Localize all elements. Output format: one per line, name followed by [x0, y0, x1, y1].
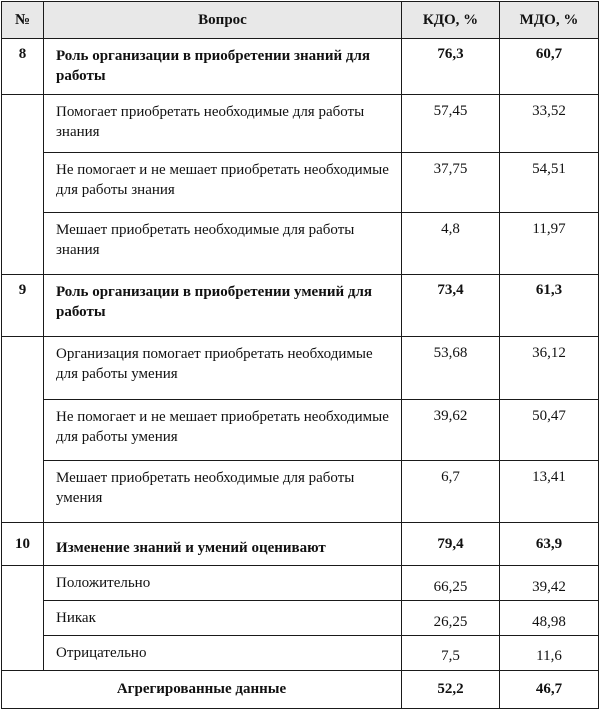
answer-kdo: 53,68: [402, 336, 500, 400]
answer-row: [2, 152, 599, 213]
section-number: 10: [2, 523, 44, 566]
answer-mdo: 11,97: [500, 213, 599, 275]
answer-mdo: 33,52: [500, 95, 599, 152]
answer-row: [2, 400, 599, 461]
answer-mdo: 54,51: [500, 152, 599, 213]
answer-kdo: 7,5: [402, 636, 500, 671]
section-title: Изменение знаний и умений оценивают: [44, 523, 402, 566]
answer-kdo: 37,75: [402, 152, 500, 213]
answer-mdo: 48,98: [500, 601, 599, 636]
answer-row: [2, 95, 599, 152]
header-row: [2, 2, 599, 39]
section-row: [2, 274, 599, 336]
answer-label: Мешает приобретать необходимые для работы знания: [44, 213, 402, 275]
answer-label: Никак: [44, 601, 402, 636]
section-number: 9: [2, 274, 44, 336]
answer-mdo: 39,42: [500, 566, 599, 601]
section-mdo: 63,9: [500, 523, 599, 566]
answer-label: Положительно: [44, 566, 402, 601]
results-table: [1, 1, 599, 709]
section-number: 8: [2, 39, 44, 95]
answer-label: Мешает приобретать необходимые для работы умения: [44, 460, 402, 523]
aggregate-mdo: 46,7: [500, 670, 599, 708]
section-row: [2, 39, 599, 95]
section-kdo: 73,4: [402, 274, 500, 336]
header-kdo: КДО, %: [402, 2, 500, 39]
answer-row: [2, 566, 599, 601]
answer-label: Не помогает и не мешает приобретать необходимые для работы знания: [44, 152, 402, 213]
section-kdo: 79,4: [402, 523, 500, 566]
header-num: №: [2, 2, 44, 39]
answer-kdo: 57,45: [402, 95, 500, 152]
aggregate-row: [2, 670, 599, 708]
section-title: Роль организации в приобретении знаний для работы: [44, 39, 402, 95]
section-mdo: 61,3: [500, 274, 599, 336]
answer-kdo: 39,62: [402, 400, 500, 461]
answer-mdo: 50,47: [500, 400, 599, 461]
answer-label: Отрицательно: [44, 636, 402, 671]
section-row: [2, 523, 599, 566]
answer-row: [2, 213, 599, 275]
answer-kdo: 66,25: [402, 566, 500, 601]
answer-row: [2, 601, 599, 636]
answer-kdo: 26,25: [402, 601, 500, 636]
empty-cell: [2, 336, 44, 523]
answer-kdo: 4,8: [402, 213, 500, 275]
answer-mdo: 36,12: [500, 336, 599, 400]
empty-cell: [2, 566, 44, 671]
aggregate-label: Агрегированные данные: [2, 670, 402, 708]
answer-mdo: 13,41: [500, 460, 599, 523]
section-mdo: 60,7: [500, 39, 599, 95]
answer-kdo: 6,7: [402, 460, 500, 523]
answer-row: [2, 460, 599, 523]
header-question: Вопрос: [44, 2, 402, 39]
header-mdo: МДО, %: [500, 2, 599, 39]
answer-mdo: 11,6: [500, 636, 599, 671]
section-title: Роль организации в приобретении умений для работы: [44, 274, 402, 336]
answer-label: Не помогает и не мешает приобретать необходимые для работы умения: [44, 400, 402, 461]
answer-row: [2, 636, 599, 671]
answer-label: Помогает приобретать необходимые для работы знания: [44, 95, 402, 152]
aggregate-kdo: 52,2: [402, 670, 500, 708]
empty-cell: [2, 95, 44, 275]
answer-row: [2, 336, 599, 400]
section-kdo: 76,3: [402, 39, 500, 95]
answer-label: Организация помогает приобретать необходимые для работы умения: [44, 336, 402, 400]
